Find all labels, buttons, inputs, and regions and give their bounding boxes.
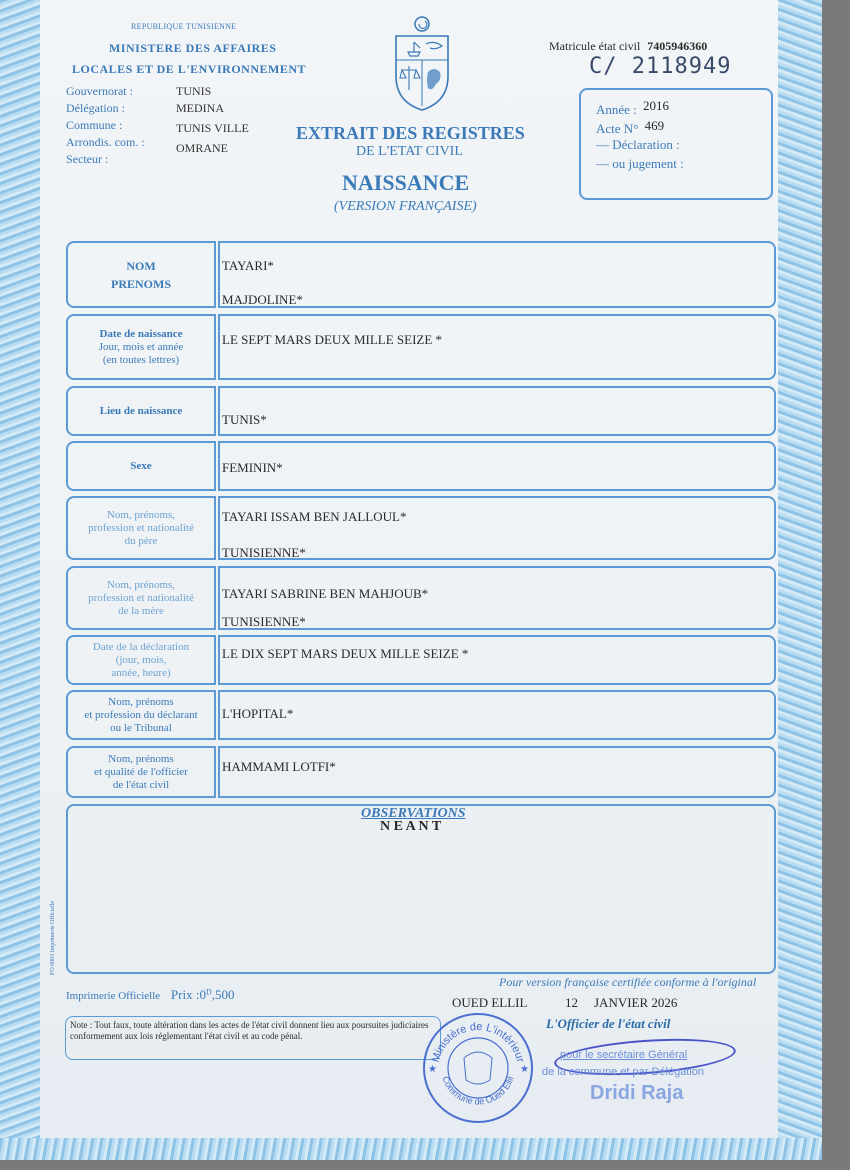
- field-label-line: Sexe: [130, 459, 152, 472]
- field-value-mere-nationalite: TUNISIENNE*: [222, 614, 306, 629]
- field-label-line: Jour, mois et année: [98, 340, 184, 353]
- admin-label-gouvernorat: Gouvernorat :: [66, 84, 133, 98]
- signature-line1: pour le secrétaire Général: [560, 1049, 688, 1061]
- admin-label-arrondissement: Arrondis. com. :: [66, 135, 145, 149]
- serial-number: C/ 2118949: [589, 54, 732, 79]
- field-row-sexe: [66, 441, 776, 491]
- field-value-prenoms: MAJDOLINE*: [222, 292, 303, 307]
- field-value-box: [218, 386, 776, 436]
- field-value-box: [218, 496, 776, 560]
- field-value-lieu-naissance: TUNIS*: [222, 412, 267, 427]
- stamp-text-top: Ministère de L'intérieur: [429, 1020, 527, 1064]
- field-row-date-declaration: [66, 635, 776, 685]
- signature-line2: de la commune et par Délégation: [542, 1066, 705, 1078]
- admin-label-secteur: Secteur :: [66, 152, 109, 166]
- field-label-line: Nom, prénoms: [108, 695, 174, 708]
- admin-value-arrondissement: OMRANE: [176, 141, 229, 155]
- field-label-line: Lieu de naissance: [99, 404, 183, 417]
- field-value-mere-nom: TAYARI SABRINE BEN MAHJOUB*: [222, 586, 429, 601]
- declaration-label: — Déclaration :: [596, 137, 680, 152]
- field-row-date-naissance: [66, 314, 776, 380]
- field-label-line: Nom, prénoms: [108, 752, 174, 765]
- coat-of-arms-emblem: [390, 14, 454, 114]
- field-row-mere: [66, 566, 776, 630]
- field-value-box: [218, 314, 776, 380]
- field-value-box: [218, 746, 776, 798]
- field-label-officier: [66, 746, 216, 798]
- field-value-sexe: FEMININ*: [222, 460, 283, 475]
- imprimerie-label: Imprimerie Officielle: [66, 990, 161, 1002]
- ministry-line2: LOCALES ET DE L'ENVIRONNEMENT: [72, 62, 306, 76]
- stamp-text-bottom: Commune de Oued Ellil: [440, 1074, 516, 1107]
- ministry-line1: MINISTERE DES AFFAIRES: [109, 41, 277, 55]
- field-value-pere-nationalite: TUNISIENNE*: [222, 545, 306, 560]
- field-label-line: Nom, prénoms,: [106, 508, 176, 521]
- field-label-lieu-naissance: [66, 386, 216, 436]
- field-value-date-naissance: LE SEPT MARS DEUX MILLE SEIZE *: [222, 332, 443, 347]
- field-value-officier: HAMMAMI LOTFI*: [222, 759, 336, 774]
- field-label-line: année, heure): [111, 666, 171, 679]
- field-label-line: de l'état civil: [112, 778, 170, 791]
- field-label-line: (en toutes lettres): [102, 353, 180, 366]
- field-row-pere: [66, 496, 776, 560]
- matricule-label: Matricule état civil: [549, 39, 641, 53]
- field-label-date-naissance: [66, 314, 216, 380]
- field-value-date-declaration: LE DIX SEPT MARS DEUX MILLE SEIZE *: [222, 646, 469, 661]
- field-value-pere-nom: TAYARI ISSAM BEN JALLOUL*: [222, 509, 407, 524]
- note-text: Note : Tout faux, toute altération dans les actes de l'état civil donnent lieu aux poursuites judiciaires conformement aux lois réglementant l'état civil et au code pénal.: [70, 1020, 429, 1041]
- title-main: NAISSANCE: [342, 170, 470, 195]
- field-row-lieu-naissance: [66, 386, 776, 436]
- acte-value: 469: [644, 118, 665, 133]
- field-label-line: Date de naissance: [99, 327, 183, 340]
- field-value-box: [218, 241, 776, 308]
- field-row-officier: [66, 746, 776, 798]
- right-guilloche-border: [778, 0, 822, 1160]
- prix-superscript: D: [205, 987, 212, 997]
- field-label-mere: [66, 566, 216, 630]
- field-label-declarant: [66, 690, 216, 740]
- field-label-nom-prenoms: [66, 241, 216, 308]
- field-value-declarant: L'HOPITAL*: [222, 706, 294, 721]
- field-label-line: et profession du déclarant: [84, 708, 198, 721]
- municipal-stamp: [420, 1010, 536, 1126]
- field-value-box: [218, 635, 776, 685]
- svg-text:★: ★: [428, 1064, 437, 1075]
- field-value-box: [218, 441, 776, 491]
- admin-label-delegation: Délégation :: [66, 101, 125, 115]
- svg-text:★: ★: [520, 1064, 529, 1075]
- field-label-line: et qualité de l'officier: [94, 765, 188, 778]
- field-label-line: de la mère: [118, 604, 164, 617]
- field-row-declarant: [66, 690, 776, 740]
- annee-label: Année :: [596, 102, 637, 117]
- field-label-line: profession et nationalité: [88, 591, 194, 604]
- officer-title: L'Officier de l'état civil: [546, 1016, 671, 1031]
- field-label-line: profession et nationalité: [88, 521, 194, 534]
- title-version: (VERSION FRANÇAISE): [334, 199, 477, 214]
- jugement-label: — ou jugement :: [596, 156, 684, 171]
- field-label-line: (jour, mois,: [115, 653, 167, 666]
- signature-name: Dridi Raja: [590, 1082, 684, 1104]
- side-print-code: FO 0003 Imprimerie Officielle: [50, 900, 56, 975]
- field-label-line: PRENOMS: [111, 276, 171, 291]
- field-label-line: ou le Tribunal: [110, 721, 172, 734]
- bottom-guilloche-border: [0, 1138, 822, 1160]
- field-label-line: Date de la déclaration: [92, 640, 190, 653]
- title-line2: DE L'ETAT CIVIL: [356, 144, 463, 159]
- footer-month-year: JANVIER 2026: [594, 995, 678, 1010]
- admin-label-commune: Commune :: [66, 118, 123, 132]
- field-value-nom: TAYARI*: [222, 258, 274, 273]
- prix-value: ,500: [211, 987, 235, 1002]
- field-label-date-declaration: [66, 635, 216, 685]
- field-row-nom-prenoms: [66, 241, 776, 308]
- annee-value: 2016: [643, 98, 670, 113]
- field-label-line: NOM: [126, 258, 156, 273]
- prix-label: Prix :0: [170, 987, 206, 1002]
- field-value-box: [218, 690, 776, 740]
- admin-value-gouvernorat: TUNIS: [176, 84, 212, 98]
- observations-value: N E A N T: [380, 819, 442, 834]
- matricule-value: 7405946360: [647, 39, 708, 53]
- footer-day: 12: [565, 995, 578, 1010]
- field-label-pere: [66, 496, 216, 560]
- acte-label: Acte N°: [596, 121, 639, 136]
- republic-label: REPUBLIQUE TUNISIENNE: [131, 22, 237, 31]
- observations-title: OBSERVATIONS: [361, 806, 466, 821]
- field-label-line: du père: [124, 534, 158, 547]
- left-guilloche-border: [0, 0, 40, 1160]
- field-label-sexe: [66, 441, 216, 491]
- svg-text:Commune de Oued Ellil: [440, 1075, 515, 1107]
- admin-value-commune: TUNIS VILLE: [176, 121, 249, 135]
- admin-value-delegation: MEDINA: [176, 101, 224, 115]
- conforme-text: Pour version française certifiée conforme à l'original: [499, 975, 757, 989]
- title-line1: EXTRAIT DES REGISTRES: [296, 123, 525, 143]
- field-value-box: [218, 566, 776, 630]
- svg-text:Ministère de L'intérieur: [430, 1021, 526, 1064]
- field-label-line: Nom, prénoms,: [106, 578, 176, 591]
- footer-place: OUED ELLIL: [452, 995, 528, 1010]
